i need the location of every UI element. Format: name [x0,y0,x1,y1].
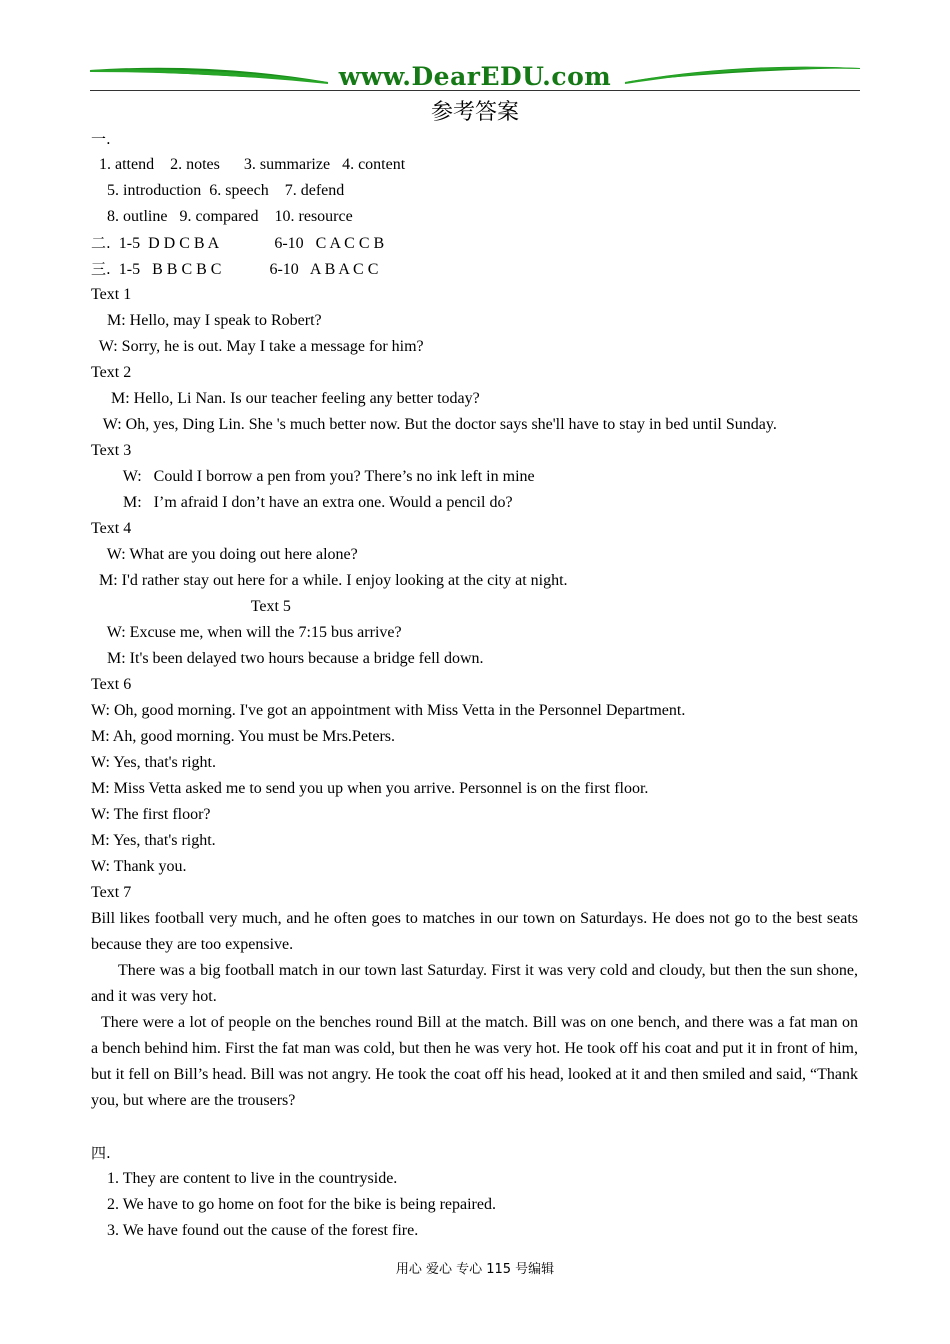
sentence-item: 3. We have found out the cause of the forest fire. [91,1222,419,1239]
dialogue-line: M: Ah, good morning. You must be Mrs.Peters. [91,728,396,745]
dialogue-line: W: Yes, that's right. [91,754,216,771]
section-marker: 四. [91,1144,111,1162]
section-3-answers [91,256,858,282]
dialogue-line: W: Could I borrow a pen from you? There’s no ink left in mine [91,468,535,485]
header-divider [90,90,860,91]
vocab-row: 8. outline 9. compared 10. resource [91,208,353,225]
story-paragraph: There was a big football match in our town last Saturday. First it was very cold and cloudy, but then the sun shone, and it was very hot. [91,962,858,1005]
sentence-item: 2. We have to go home on foot for the bike is being repaired. [91,1196,496,1213]
site-header [90,60,860,94]
blank-line [91,1114,858,1140]
text-title: Text 5 [91,598,291,615]
dialogue-line: M: It's been delayed two hours because a bridge fell down. [91,650,484,667]
text-title: Text 4 [91,520,132,537]
dialogue-line: M: Miss Vetta asked me to send you up when you arrive. Personnel is on the first floor. [91,780,649,797]
text-title: Text 7 [91,884,132,901]
sentence-item: 1. They are content to live in the countryside. [91,1170,398,1187]
answer-key-body [91,126,858,1244]
dialogue-line: M: I’m afraid I don’t have an extra one. Would a pencil do? [91,494,513,511]
dialogue-line: W: Excuse me, when will the 7:15 bus arrive? [91,624,402,641]
section-heading-4 [91,1140,858,1166]
answer-list: 1-5 B B C B C 6-10 A B A C C [110,261,379,278]
listening-transcripts [91,282,858,880]
dialogue-line: M: Hello, Li Nan. Is our teacher feeling any better today? [91,390,480,407]
dialogue-line: W: Oh, yes, Ding Lin. She 's much better now. But the doctor says she'll have to stay in bed until Sunday. [91,416,777,433]
text-title: Text 6 [91,676,132,693]
page-footer: 用心 爱心 专心 115 号编辑 [395,1262,555,1277]
answer-list: 1-5 D D C B A 6-10 C A C C B [110,235,385,252]
dialogue-line: M: Yes, that's right. [91,832,216,849]
vocab-row: 1. attend 2. notes 3. summarize 4. content [91,156,406,173]
page-title: 参考答案 [430,100,519,125]
dialogue-line: W: What are you doing out here alone? [91,546,358,563]
dialogue-line: W: Oh, good morning. I've got an appointment with Miss Vetta in the Personnel Department. [91,702,686,719]
section-marker: 三. [91,260,111,278]
text-title: Text 2 [91,364,132,381]
section-marker: 二. [91,234,111,252]
site-logo-text[interactable]: www.DearEDU.com [338,62,612,91]
dialogue-line: M: I'd rather stay out here for a while. I enjoy looking at the city at night. [91,572,568,589]
section-2-answers [91,230,858,256]
dialogue-line: M: Hello, may I speak to Robert? [91,312,322,329]
story-paragraph: There were a lot of people on the benches round Bill at the match. Bill was on one bench, and there was a fat man on a bench behind him. First the fat man was cold, but then he was very hot. He took off his coat and put it in front of him, but it fell on Bill’s head. Bill was not angry. He took the coat off his head, looked at it and then smiled and said, “Thank you, but where are the trousers? [91,1014,858,1109]
dialogue-line: W: Thank you. [91,858,187,875]
text-title: Text 1 [91,286,132,303]
text-title: Text 3 [91,442,132,459]
story-text [91,906,858,1114]
dialogue-line: W: Sorry, he is out. May I take a message for him? [91,338,424,355]
vocab-row: 5. introduction 6. speech 7. defend [91,182,345,199]
dialogue-line: W: The first floor? [91,806,211,823]
story-paragraph: Bill likes football very much, and he often goes to matches in our town on Saturdays. He does not go to the best seats because they are too expensive. [91,910,858,953]
section-heading-1 [91,126,858,152]
section-marker: 一. [91,130,111,148]
